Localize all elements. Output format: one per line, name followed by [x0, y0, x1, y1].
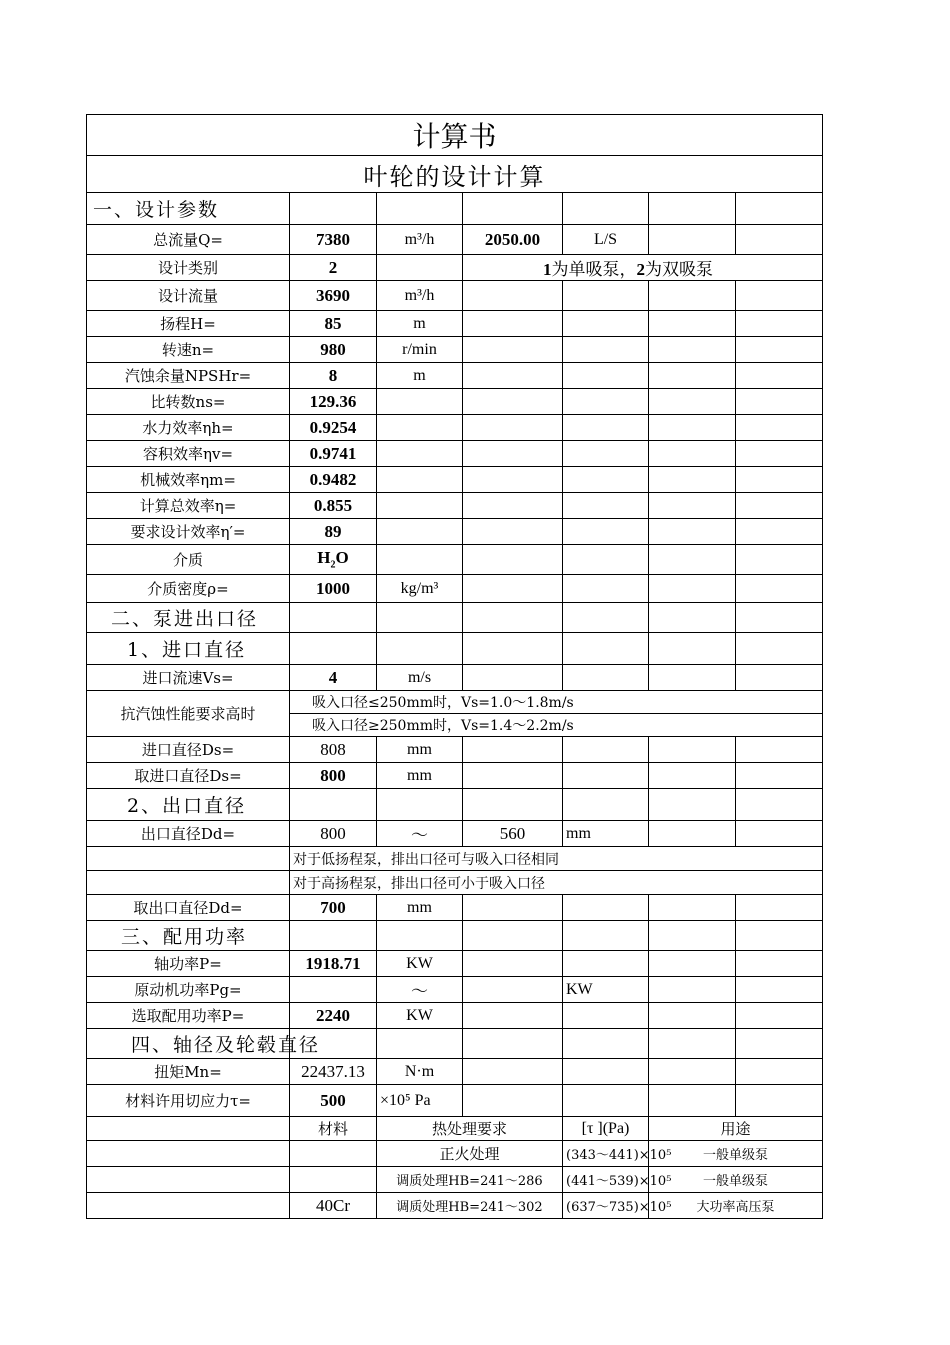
label-outlet-diameter: 出口直径Dd= — [87, 821, 290, 847]
unit-prime-power: KW — [563, 977, 649, 1003]
label-cavitation: 抗汽蚀性能要求高时 — [87, 691, 290, 737]
outlet-note-high-head: 对于高扬程泵，排出口径可小于吸入口径 — [290, 871, 823, 895]
document-subtitle: 叶轮的设计计算 — [87, 156, 823, 193]
value-inlet-speed: 4 — [290, 665, 377, 691]
value-shear-stress: 500 — [290, 1085, 377, 1117]
prime-power-tilde: ～ — [377, 977, 463, 1003]
header-tau: [τ ](Pa) — [563, 1117, 649, 1141]
material-heat: 调质处理HB=241～302 — [377, 1193, 563, 1219]
unit-speed: r/min — [377, 337, 463, 363]
label-shear-stress: 材料许用切应力τ= — [87, 1085, 290, 1117]
value-inlet-diameter: 808 — [290, 737, 377, 763]
value-hydraulic-eff: 0.9254 — [290, 415, 377, 441]
material-name: 40Cr — [290, 1193, 377, 1219]
unit-total-flow: m³/h — [377, 225, 463, 255]
value-specific-speed: 129.36 — [290, 389, 377, 415]
unit-inlet-diameter: mm — [377, 737, 463, 763]
material-name — [290, 1141, 377, 1167]
material-tau: (637～735)×10⁵ — [563, 1193, 649, 1219]
unit-selected-power: KW — [377, 1003, 463, 1029]
material-use: 一般单级泵 — [649, 1141, 823, 1167]
material-row — [87, 1193, 823, 1219]
unit-outlet-diameter: mm — [563, 821, 649, 847]
value-outlet-diameter-take: 700 — [290, 895, 377, 921]
label-head: 扬程H= — [87, 311, 290, 337]
unit-head: m — [377, 311, 463, 337]
unit-shear-stress: ×10⁵ Pa — [377, 1085, 463, 1117]
unit-density: kg/m³ — [377, 575, 463, 603]
label-shaft-power: 轴功率P= — [87, 951, 290, 977]
material-row — [87, 1167, 823, 1193]
material-heat: 调质处理HB=241～286 — [377, 1167, 563, 1193]
label-speed: 转速n= — [87, 337, 290, 363]
outlet-note-low-head: 对于低扬程泵，排出口径可与吸入口径相同 — [290, 847, 823, 871]
value-total-flow: 7380 — [290, 225, 377, 255]
label-mechanical-eff: 机械效率ηm= — [87, 467, 290, 493]
value-selected-power: 2240 — [290, 1003, 377, 1029]
label-inlet-diameter-take: 取进口直径Ds= — [87, 763, 290, 789]
cavitation-rule-2: 吸入口径≥250mm时，Vs=1.4～2.2m/s — [290, 714, 823, 737]
value-torque: 22437.13 — [290, 1059, 377, 1085]
material-use: 一般单级泵 — [649, 1167, 823, 1193]
label-design-type: 设计类别 — [87, 255, 290, 281]
value-mechanical-eff: 0.9482 — [290, 467, 377, 493]
section-power: 三、配用功率 — [87, 921, 290, 951]
document-title: 计算书 — [87, 115, 823, 156]
label-outlet-diameter-take: 取出口直径Dd= — [87, 895, 290, 921]
section-inlet-outlet: 二、泵进出口径 — [87, 603, 290, 633]
material-tau: (441～539)×10⁵ — [563, 1167, 649, 1193]
calculation-sheet — [86, 114, 822, 1219]
cavitation-rule-1: 吸入口径≤250mm时，Vs=1.0～1.8m/s — [290, 691, 823, 714]
label-prime-power: 原动机功率Pg= — [87, 977, 290, 1003]
unit-design-flow: m³/h — [377, 281, 463, 311]
label-npsh: 汽蚀余量NPSHr= — [87, 363, 290, 389]
label-design-flow: 设计流量 — [87, 281, 290, 311]
material-name — [290, 1167, 377, 1193]
subsection-outlet: 2、出口直径 — [87, 789, 290, 821]
value-total-flow-ls: 2050.00 — [463, 225, 563, 255]
value-design-flow: 3690 — [290, 281, 377, 311]
value-speed: 980 — [290, 337, 377, 363]
value-shaft-power: 1918.71 — [290, 951, 377, 977]
value-head: 85 — [290, 311, 377, 337]
value-design-type: 2 — [290, 255, 377, 281]
label-density: 介质密度ρ= — [87, 575, 290, 603]
label-total-flow: 总流量Q= — [87, 225, 290, 255]
header-heat-treatment: 热处理要求 — [377, 1117, 563, 1141]
label-inlet-speed: 进口流速Vs= — [87, 665, 290, 691]
header-material: 材料 — [290, 1117, 377, 1141]
unit-inlet-speed: m/s — [377, 665, 463, 691]
unit-inlet-diameter-take: mm — [377, 763, 463, 789]
material-tau: (343～441)×10⁵ — [563, 1141, 649, 1167]
value-density: 1000 — [290, 575, 377, 603]
value-volumetric-eff: 0.9741 — [290, 441, 377, 467]
label-total-eff: 计算总效率η= — [87, 493, 290, 519]
value-npsh: 8 — [290, 363, 377, 389]
label-hydraulic-eff: 水力效率ηh= — [87, 415, 290, 441]
header-use: 用途 — [649, 1117, 823, 1141]
material-row — [87, 1141, 823, 1167]
label-specific-speed: 比转数ns= — [87, 389, 290, 415]
outlet-range-tilde: ～ — [377, 821, 463, 847]
section-design-params: 一、设计参数 — [87, 193, 290, 225]
value-outlet-diameter: 800 — [290, 821, 377, 847]
value-total-eff: 0.855 — [290, 493, 377, 519]
label-volumetric-eff: 容积效率ηv= — [87, 441, 290, 467]
label-medium: 介质 — [87, 545, 290, 575]
unit-shaft-power: KW — [377, 951, 463, 977]
material-use: 大功率高压泵 — [649, 1193, 823, 1219]
value-inlet-diameter-take: 800 — [290, 763, 377, 789]
label-inlet-diameter: 进口直径Ds= — [87, 737, 290, 763]
unit-total-flow-ls: L/S — [563, 225, 649, 255]
subsection-inlet: 1、进口直径 — [87, 633, 290, 665]
section-shaft-hub: 四、轴径及轮毂直径 — [87, 1029, 290, 1059]
calc-table — [86, 114, 823, 1219]
label-selected-power: 选取配用功率P= — [87, 1003, 290, 1029]
unit-npsh: m — [377, 363, 463, 389]
material-heat: 正火处理 — [377, 1141, 563, 1167]
label-required-eff: 要求设计效率η′= — [87, 519, 290, 545]
unit-torque: N·m — [377, 1059, 463, 1085]
value-required-eff: 89 — [290, 519, 377, 545]
unit-outlet-diameter-take: mm — [377, 895, 463, 921]
note-design-type: 1为单吸泵，2为双吸泵 — [463, 255, 823, 281]
label-torque: 扭矩Mn= — [87, 1059, 290, 1085]
value-medium: $H_2O$ — [290, 545, 377, 575]
value-outlet-diameter-2: 560 — [463, 821, 563, 847]
